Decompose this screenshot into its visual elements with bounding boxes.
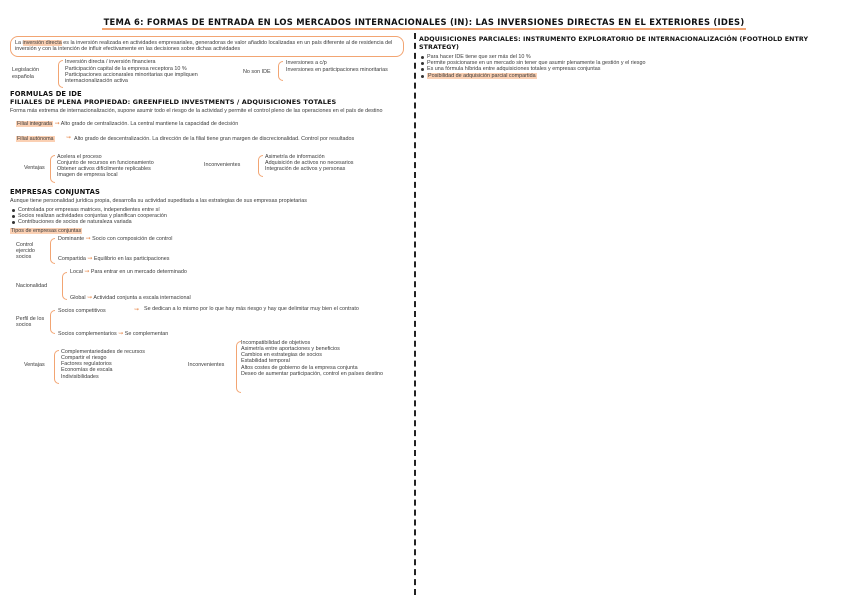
inconveniente-item: Altos costes de gobierno de la empresa conjunta [241,364,358,371]
nacionalidad-block [10,269,412,303]
nacionalidad-brace [62,272,67,300]
page-title: TEMA 6: FORMAS DE ENTRADA EN LOS MERCADOS INTERNACIONALES (IN): LAS INVERSIONES DIRECTAS EN EL EXTERIORES (IDES) [0,17,848,27]
conjuntas-heading: EMPRESAS CONJUNTAS [10,187,100,196]
squiggle-arrow-icon: ⇝ [85,235,91,242]
adquisiciones-heading: ADQUISICIONES PARCIALES: INSTRUMENTO EXPLORATORIO DE INTERNACIONALIZACIÓN (FOOTHOLD ENTRY STRATEGY) [419,36,809,51]
ventajas-brace [50,155,55,183]
conjuntas-inconvenientes-list [241,340,411,377]
legislacion-item: Participaciones accionarales minoritarias que impliquen internacionalización activa [65,71,198,85]
filiales-inconvenientes-list [265,154,405,173]
ventaja-item: Complementariedades de recursos [61,348,145,355]
legislacion-brace [58,60,63,88]
legislacion-block [10,59,412,89]
control-brace [50,238,55,264]
perfil-brace [50,310,55,334]
intro-box: La inversión directa es la inversión realizada en actividades empresariales, generadoras de valor añadido localizadas en un país diferente al de residencia del inversión y con la intención de influir efectivamente en las decisiones sobre dichas actividades [10,36,404,57]
filial-integrada [10,121,412,127]
filiales-ventajas-list [57,154,212,179]
control-block [10,236,412,266]
tipos-label: Tipos de empresas conjuntas [11,227,82,234]
inconveniente-item: Integración de activos y personas [265,166,346,173]
global-row: Global ⇝ Actividad conjunta a escala internacional [70,294,191,301]
inconveniente-item: Estabilidad temporal [241,358,290,365]
nacionalidad-label: Nacionalidad [16,282,48,289]
conjuntas-ventajas-label: Ventajas [24,361,45,368]
filiales-text: Forma más extrema de internacionalización, supone asumir todo el riesgo de la actividad y permite el control pleno de las operaciones en el país de destino [10,108,383,115]
filial-autonoma-label: Filial autónoma [17,135,54,142]
inconveniente-item: Adquisición de activos no necesarios [265,160,354,167]
ventaja-item: Imagen de empresa local [57,172,118,179]
ventaja-item: Factores regulatorios [61,361,112,368]
list-item: Para hacer IDE tiene que ser más del 10 % [427,54,839,60]
inconveniente-item: Asimetría entre aportaciones y beneficios [241,346,340,353]
ventaja-item: Acelera el proceso [57,153,102,160]
inconveniente-item: Deseo de aumentar participación, control en países destino [241,370,384,377]
list-item [427,73,839,79]
filiales-heading: FILIALES DE PLENA PROPIEDAD: GREENFIELD INVESTMENTS / ADQUISICIONES TOTALES [10,98,337,107]
ventaja-item: Compartir el riesgo [61,355,107,362]
perfil-label: Perfil de los socios [16,315,45,329]
squiggle-arrow-icon: ⇝ [118,330,124,337]
legislacion-items [65,59,240,84]
conjuntas-inconvenientes-label: Inconvenientes [188,361,225,368]
inconveniente-item: Asimetría de información [265,153,325,160]
local-row: Local ⇝ Para entrar en un mercado determinado [70,268,187,275]
list-item: Contribuciones de socios de naturaleza variada [18,219,412,225]
squiggle-arrow-icon: ⇝ [134,306,140,313]
right-column [419,36,839,79]
filiales-pros-cons [10,154,412,184]
left-column [10,36,412,394]
squiggle-arrow-icon: ⇝ [87,255,93,262]
column-divider [414,33,416,595]
filial-autonoma-text: Alto grado de descentralización. La dirección de la filial tiene gran margen de discrecionalidad. Control por resultados [74,135,355,142]
perfil-block: Perfil de los socios Socios competitivos ⇝ Se dedican a lo mismo por lo que hay más riesgo y hay que delimitar muy bien el contrato Socios complementarios ⇝ Se complementan [16,305,359,337]
filial-integrada-label: Filial integrada [17,120,53,127]
conjuntas-ventajas-list [61,349,191,380]
filiales-inconvenientes-label: Inconvenientes [204,161,241,168]
list-item: Socios realizan actividades conjuntas y planifican cooperación [18,213,412,219]
ventajas-brace [54,350,59,384]
highlight-bullet: Posibilidad de adquisición parcial compartida [428,72,536,79]
no-son-brace [278,61,283,81]
legislacion-item: Inversión directa / inversión financiera [65,59,156,66]
list-item: Permite posicionarse en un mercado sin tener que asumir plenamente la gestión y el riesgo [427,60,839,66]
control-label: Control ejercido socios [16,241,35,261]
squiggle-arrow-icon: ⇝ [87,294,93,301]
legislacion-item: Participación capital de la empresa receptora 10 % [65,65,187,72]
complementarios-row: Socios complementarios ⇝ Se complementan [58,330,169,337]
ventaja-item: Obtener activos difícilmente replicables [57,166,151,173]
adquisiciones-bullets [419,54,839,79]
inconveniente-item: Incompatibilidad de objetivos [241,339,311,346]
conjuntas-text: Aunque tiene personalidad jurídica propia, desarrolla su actividad supeditada a las estrategias de sus empresas propietarias [10,197,307,204]
filial-integrada-text: Alto grado de centralización. La central mantiene la capacidad de decisión [60,120,239,127]
conjuntas-pros-cons [10,340,412,394]
intro-highlight: inversión directa [22,40,62,46]
filiales-ventajas-label: Ventajas [24,164,45,171]
dominante-row: Dominante ⇝ Socio con composición de control [58,235,173,242]
conjuntas-bullets [10,207,412,226]
compartida-row: Compartida ⇝ Equilibrio en las participaciones [58,255,170,262]
ventaja-item: Indivisibilidades [61,373,99,380]
squiggle-arrow-icon: ⇝ [66,134,72,141]
legislacion-label: Legislación española [12,67,39,80]
inconvenientes-brace [258,155,263,177]
squiggle-arrow-icon: ⇝ [84,268,90,275]
list-item: Es una fórmula híbrida entre adquisiciones totales y empresas conjuntas [427,66,839,72]
inconveniente-item: Cambios en estrategias de socios [241,352,322,359]
squiggle-arrow-icon: ⇝ [54,120,60,127]
no-son-label: No son IDE [243,69,271,76]
filial-autonoma [10,136,412,150]
formulas-heading: FORMULAS DE IDE [10,90,82,99]
ventaja-item: Conjunto de recursos en funcionamiento [57,160,154,167]
list-item: Controlada por empresas matrices, independientes entre sí [18,207,412,213]
no-son-item: Inversiones en participaciones minoritarias [286,66,388,73]
ventaja-item: Economías de escala [61,367,113,374]
no-son-item: Inversiones a c/p [286,60,327,67]
no-son-items [286,60,396,72]
